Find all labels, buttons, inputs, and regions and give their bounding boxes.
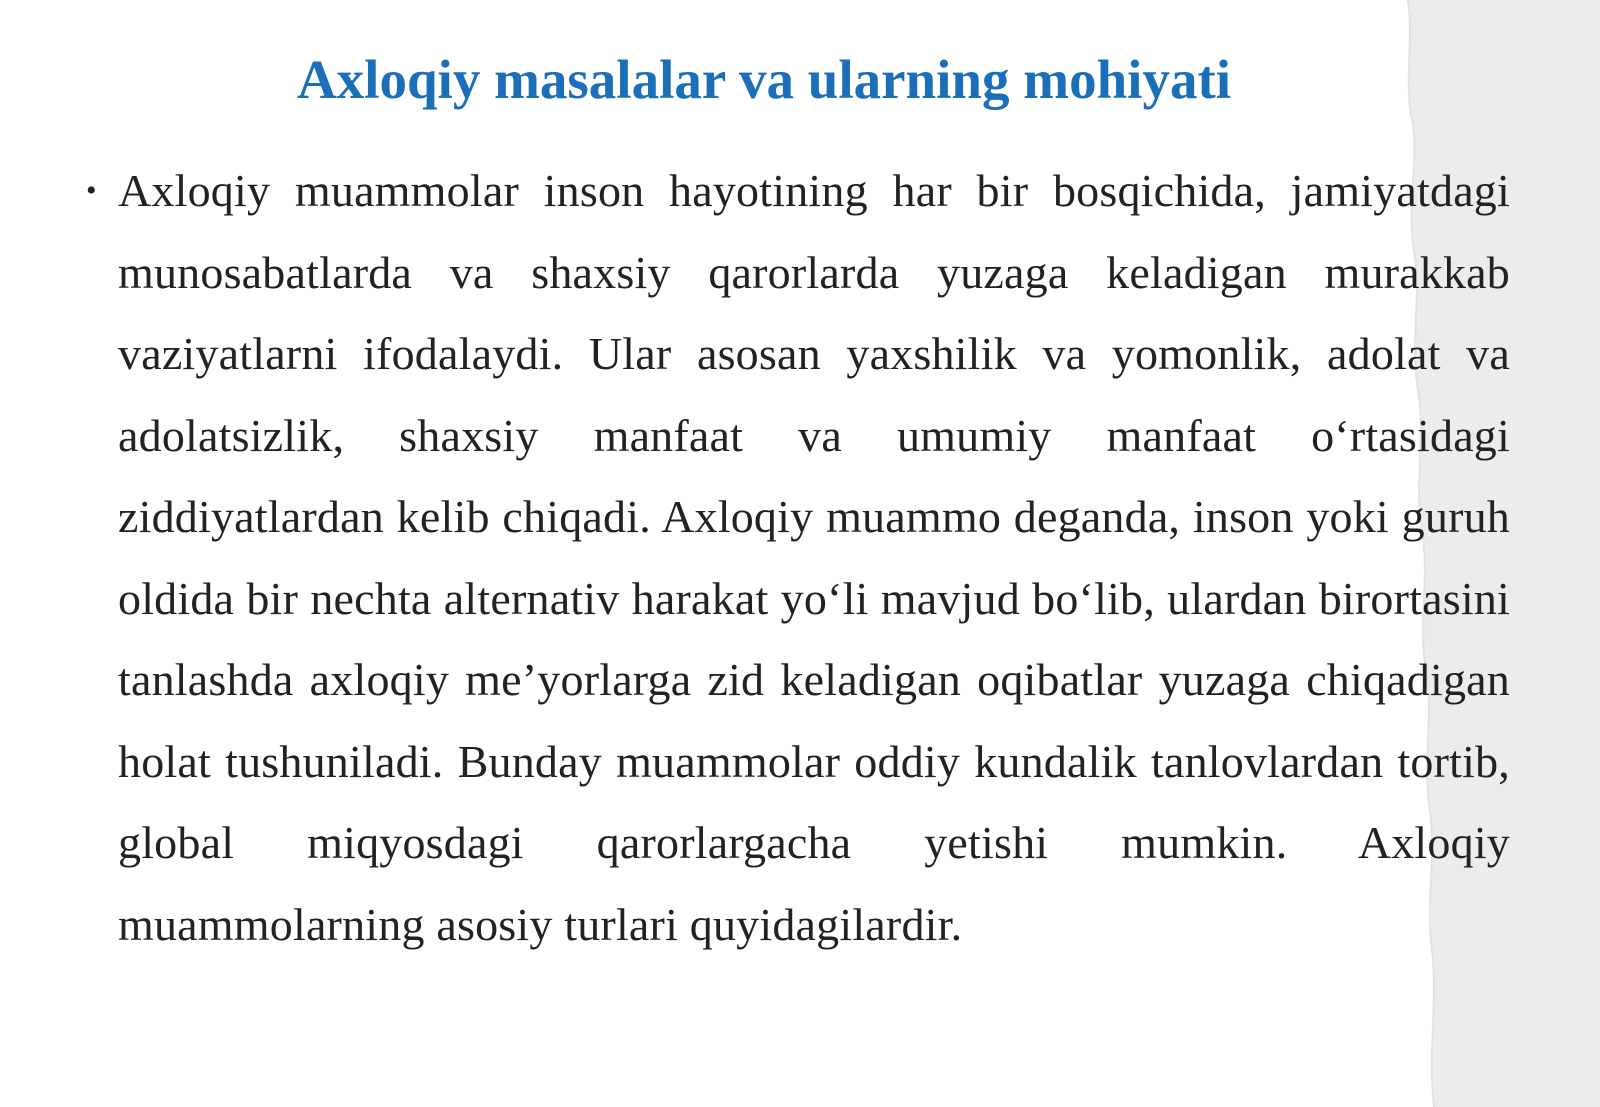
bullet-list [80,150,1510,965]
bullet-dot-icon: • [86,174,97,207]
bullet-paragraph: Axloqiy muammolar inson hayotining har bir bosqichida, jamiyatdagi munosabatlarda va shaxsiy qarorlarda yuzaga keladigan murakkab vaziyatlarni ifodalaydi. Ular asosan yaxshilik va yomonlik, adolat va adolatsizlik, shaxsiy manfaat va umumiy manfaat o‘rtasidagi ziddiyatlardan kelib chiqadi. Axloqiy muammo deganda, inson yoki guruh oldida bir nechta alternativ harakat yo‘li mavjud bo‘lib, ulardan birortasini tanlashda axloqiy me’yorlarga zid keladigan oqibatlar yuzaga chiqadigan holat tushuniladi. Bunday muammolar oddiy kundalik tanlovlardan tortib, global miqyosdagi qarorlargacha yetishi mumkin. Axloqiy muammolarning asosiy turlari quyidagilardir. [118,165,1510,950]
bullet-item [80,150,1510,965]
slide-title: Axloqiy masalalar va ularning mohiyati [296,49,1232,110]
